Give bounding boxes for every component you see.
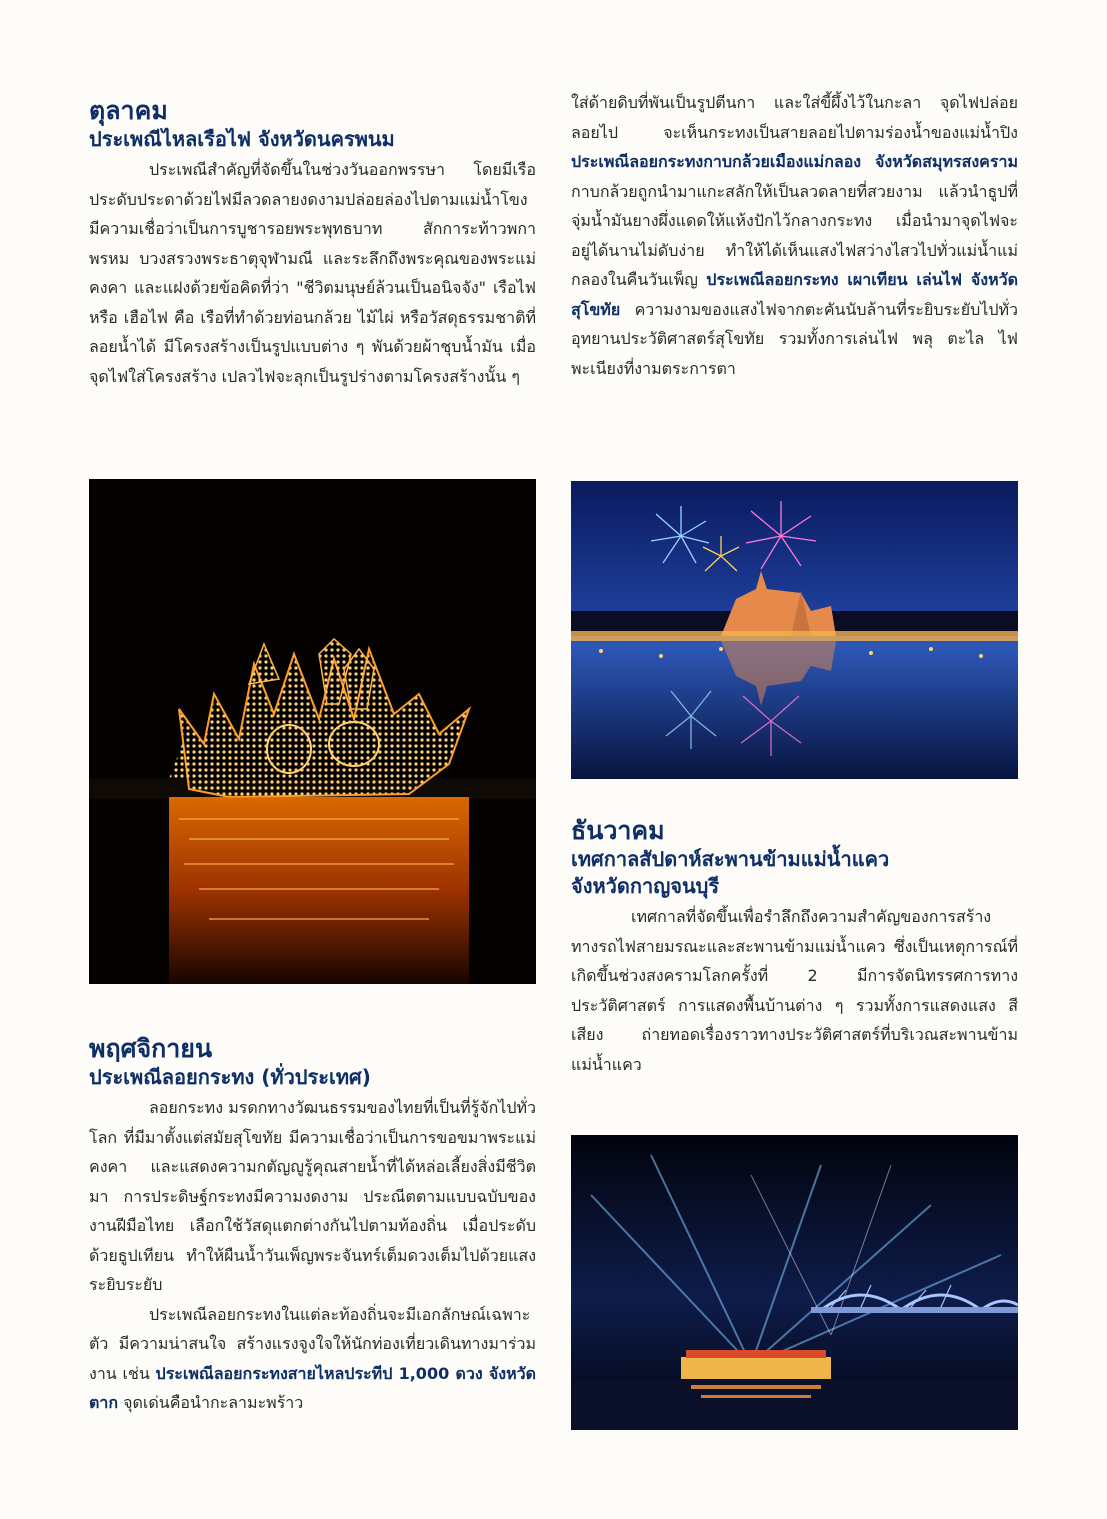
loy-krathong-tak-highlight: ประเพณีลอยกระทงสายไหลประทีป 1,000 ดวง จังหวัดตาก [89, 1363, 537, 1412]
festival-title-october: ประเพณีไหลเรือไฟ จังหวัดนครพนม [89, 127, 395, 151]
month-heading-october: ตุลาคม [89, 96, 168, 125]
continued-paragraph [571, 88, 1018, 383]
festival-title-december-line1: เทศกาลสัปดาห์สะพานข้ามแม่น้ำแคว [571, 847, 890, 871]
december-paragraph: เทศกาลที่จัดขึ้นเพื่อรำลึกถึงความสำคัญของการสร้างทางรถไฟสายมรณะและสะพานข้ามแม่น้ำแคว ซึ่งเป็นเหตุการณ์ที่เกิดขึ้นช่วงสงครามโลกครั้งที่ 2 มีการจัดนิทรรศการทางประวัติศาสตร์ การแสดงพื้นบ้านต่าง ๆ รวมทั้งการแสดงแสง สี เสียง ถ่ายทอดเรื่องราวทางประวัติศาสตร์ที่บริเวณสะพานข้ามแม่น้ำแคว [571, 907, 1018, 1074]
sukhothai-fireworks-photo [571, 481, 1018, 779]
continued-text-1: ใส่ด้ายดิบที่พันเป็นรูปตีนกา และใส่ขี้ผึ้งไว้ในกะลา จุดไฟปล่อยลอยไป จะเห็นกระทงเป็นสายลอยไปตามร่องน้ำของแม่น้ำปิง [571, 93, 1018, 142]
december-section [571, 816, 1018, 1079]
november-section [89, 1034, 536, 1418]
november-paragraph-1: ลอยกระทง มรดกทางวัฒนธรรมของไทยที่เป็นที่รู้จักไปทั่วโลก ที่มีมาตั้งแต่สมัยสุโขทัย มีความเชื่อว่าเป็นการขอขมาพระแม่คงคา และแสดงความกตัญญูรู้คุณสายน้ำที่ได้หล่อเลี้ยงสิ่งมีชีวิตมา การประดิษฐ์กระทงมีความงดงาม ประณีตตามแบบฉบับของงานฝีมือไทย เลือกใช้วัสดุแตกต่างกันไปตามท้องถิ่น เมื่อประดับด้วยธูปเทียน ทำให้ผืนน้ำวันเพ็ญพระจันทร์เต็มดวงเต็มไปด้วยแสงระยิบระยับ [89, 1098, 536, 1294]
fire-boat-photo [89, 479, 536, 984]
november-paragraph-2-end: จุดเด่นคือนำกะลามะพร้าว [118, 1393, 304, 1412]
month-heading-december: ธันวาคม [571, 816, 665, 845]
continued-text-3: ความงามของแสงไฟจากตะคันนับล้านที่ระยิบระยับไปทั่วอุทยานประวัติศาสตร์สุโขทัย รวมทั้งการเล่นไฟ พลุ ตะไล ไฟพะเนียงที่งามตระการตา [571, 299, 1018, 378]
continued-text-2: กาบกล้วยถูกนำมาแกะสลักให้เป็นลวดลายที่สวยงาม แล้วนำธูปที่จุ่มน้ำมันยางผึ่งแดดให้แห้งปักไว้กลางกระทง เมื่อนำมาจุดไฟจะอยู่ได้นานไม่ดับง่าย ทำให้ได้เห็นแสงไฟสว่างไสวไปทั่วแม่น้ำแม่กลองในคืนวันเพ็ญ [571, 181, 1018, 289]
festival-title-december-line2: จังหวัดกาญจนบุรี [571, 874, 720, 898]
november-paragraph-2 [89, 1300, 536, 1418]
month-heading-november: พฤศจิกายน [89, 1034, 213, 1063]
river-kwai-bridge-photo [571, 1135, 1018, 1430]
november-paragraph-2-text: ประเพณีลอยกระทงในแต่ละท้องถิ่นจะมีเอกลักษณ์เฉพาะตัว มีความน่าสนใจ สร้างแรงจูงใจให้นักท่องเที่ยวเดินทางมาร่วมงาน เช่น [89, 1304, 536, 1383]
october-paragraph: ประเพณีสำคัญที่จัดขึ้นในช่วงวันออกพรรษา โดยมีเรือประดับประดาด้วยไฟมีลวดลายงดงามปล่อยล่องไปตามแม่น้ำโขง มีความเชื่อว่าเป็นการบูชารอยพระพุทธบาท สักการะท้าวพกาพรหม บวงสรวงพระธาตุจุฬามณี และระลึกถึงพระคุณของพระแม่คงคา และแฝงด้วยข้อคิดที่ว่า "ชีวิตมนุษย์ล้วนเป็นอนิจจัง" เรือไฟ หรือ เฮือไฟ คือ เรือที่ทำด้วยท่อนกล้วย ไม้ไผ่ หรือวัสดุธรรมชาติที่ลอยน้ำได้ มีโครงสร้างเป็นรูปแบบต่าง ๆ พันด้วยผ้าชุบน้ำมัน เมื่อจุดไฟใส่โครงสร้าง เปลวไฟจะลุกเป็นรูปร่างตามโครงสร้างนั้น ๆ [89, 160, 536, 386]
october-section [89, 96, 536, 391]
mae-klong-highlight: ประเพณีลอยกระทงกาบกล้วยเมืองแม่กลอง จังหวัดสมุทรสงคราม [571, 152, 1018, 171]
festival-title-november: ประเพณีลอยกระทง (ทั่วประเทศ) [89, 1065, 371, 1089]
sukhothai-highlight: ประเพณีลอยกระทง เผาเทียน เล่นไฟ จังหวัดสุโขทัย [571, 270, 1018, 319]
continued-section [571, 88, 1018, 383]
